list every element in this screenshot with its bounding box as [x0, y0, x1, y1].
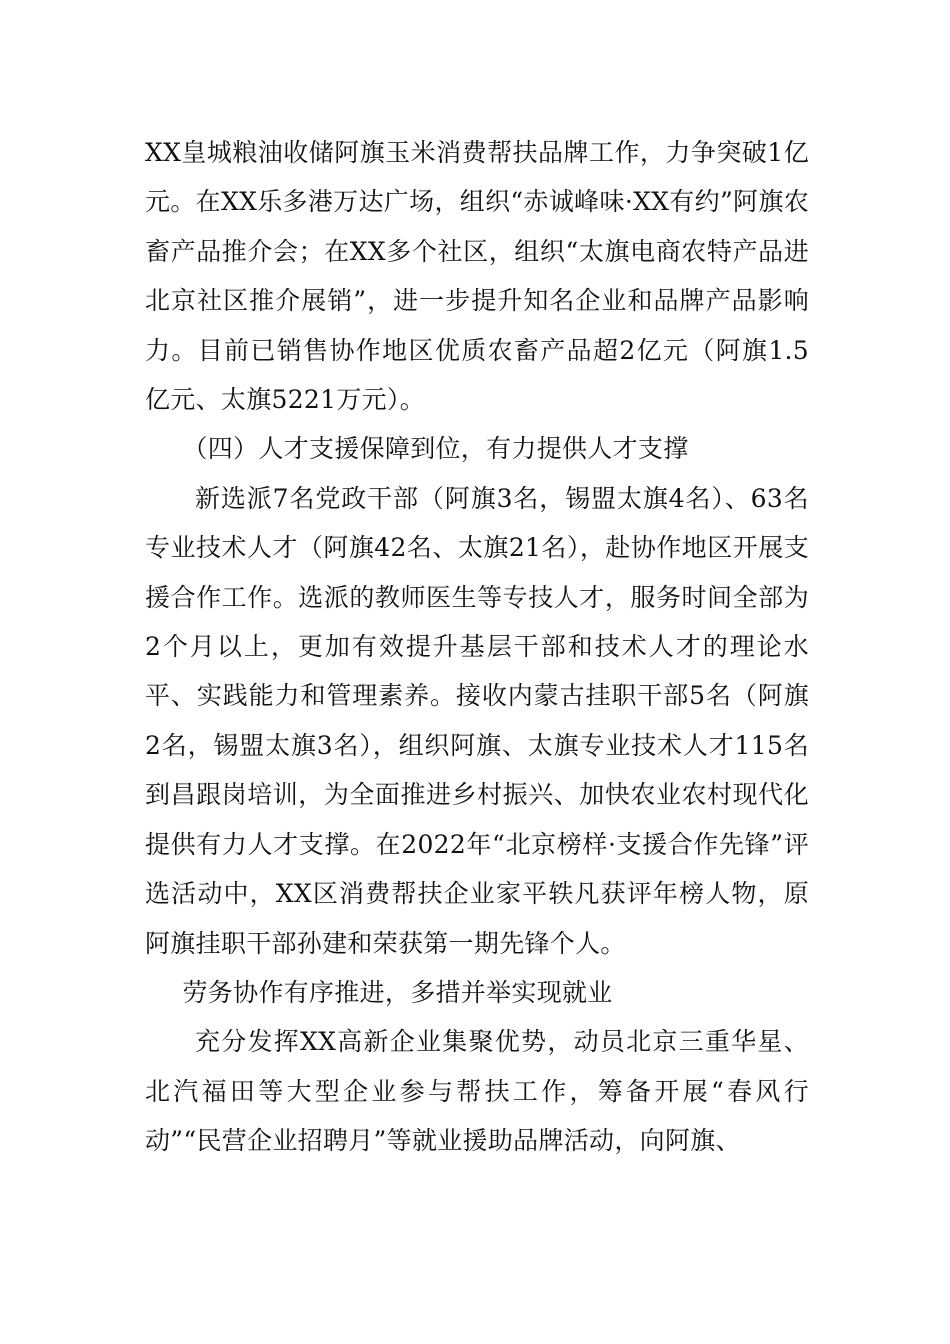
- document-body: [145, 128, 809, 1166]
- paragraph-labor-cooperation: 充分发挥XX高新企业集聚优势，动员北京三重华星、北汽福田等大型企业参与帮扶工作，筹备开展“春风行动”“民营企业招聘月”等就业援助品牌活动，向阿旗、: [145, 1027, 809, 1156]
- paragraph-talent-support: 新选派7名党政干部（阿旗3名，锡盟太旗4名）、63名专业技术人才（阿旗42名、太旗21名），赴协作地区开展支援合作工作。选派的教师医生等专技人才，服务时间全部为2个月以上，更加有效提升基层干部和技术人才的理论水平、实践能力和管理素养。接收内蒙古挂职干部5名（阿旗2名，锡盟太旗3名），组织阿旗、太旗专业技术人才115名到昌跟岗培训，为全面推进乡村振兴、加快农业农村现代化提供有力人才支撑。在2022年“北京榜样·支援合作先锋”评选活动中，XX区消费帮扶企业家平轶凡获评年榜人物，原阿旗挂职干部孙建和荣获第一期先锋个人。: [145, 483, 809, 958]
- section-heading-labor-cooperation: 劳务协作有序推进，多措并举实现就业: [182, 977, 613, 1007]
- paragraph-consumption-support: XX皇城粮油收储阿旗玉米消费帮扶品牌工作，力争突破1亿元。在XX乐多港万达广场，组织“赤诚峰味·XX有约”阿旗农畜产品推介会；在XX多个社区，组织“太旗电商农特产品进北京社区推介展销”，进一步提升知名企业和品牌产品影响力。目前已销售协作地区优质农畜产品超2亿元（阿旗1.5亿元、太旗5221万元）。: [145, 138, 809, 415]
- section-heading-talent-support: （四）人才支援保障到位，有力提供人才支撑: [182, 434, 689, 464]
